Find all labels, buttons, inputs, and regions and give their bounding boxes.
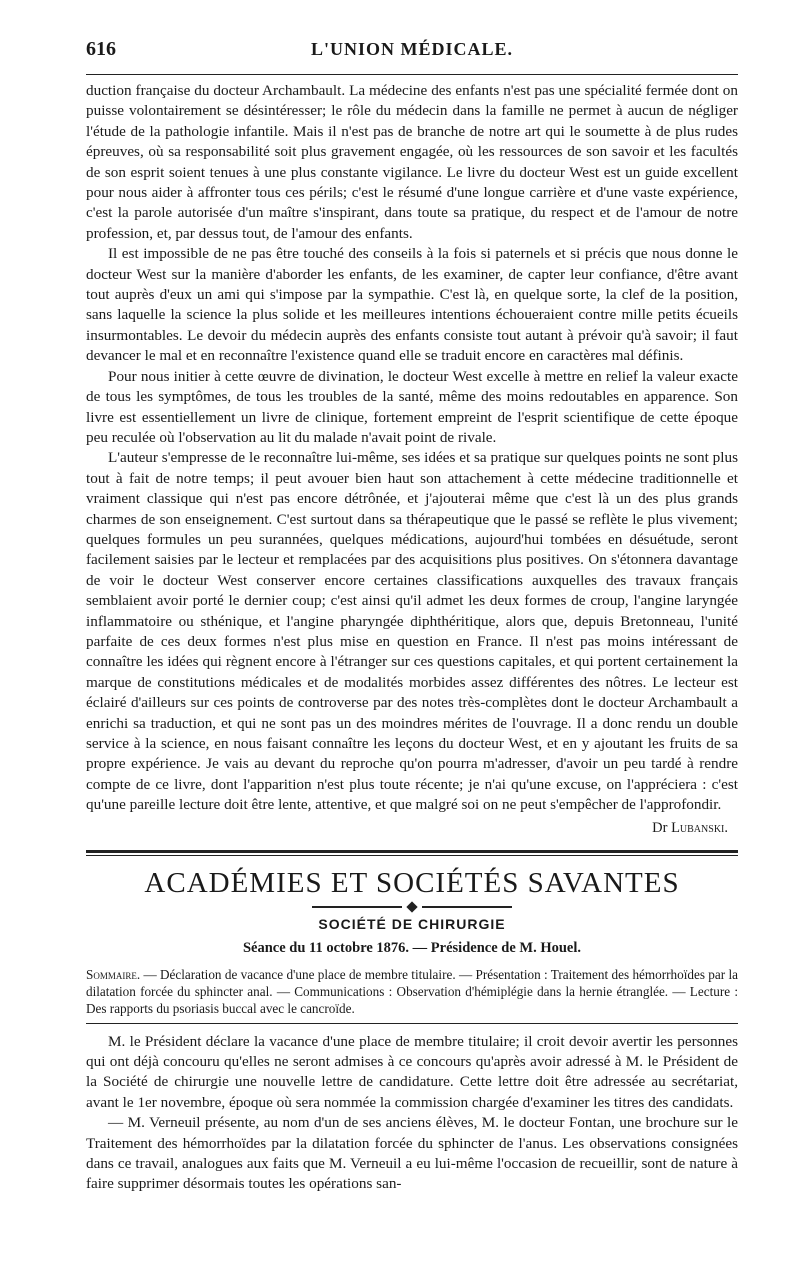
sommaire-label: Sommaire.	[86, 966, 141, 982]
minutes-paragraph: M. le Président déclare la vacance d'une place de membre titulaire; il croit devoir avertir les personnes qui ont déjà concouru qu'elles ne seront admises à ce concours qu'après avoir adressé à M. le Président de la Société de chirurgie une nouvelle lettre de candidature. Cette lettre doit être adressée au secrétariat, avant le 1er novembre, époque où sera nommée la commission chargée d'examiner les titres des candidats.	[86, 1032, 738, 1111]
page-number: 616	[86, 38, 116, 60]
session-minutes	[86, 1032, 738, 1195]
ornament-divider	[312, 902, 512, 912]
review-paragraph: L'auteur s'empresse de le reconnaître lui-même, ses idées et sa pratique sur quelques points ne sont plus tout à fait de notre temps; il peut avouer bien haut son attachement à cette médecine traditionnelle et vraiment classique qui n'est pas encore détrônée, et j'ajouterai même que c'est là un des plus grands charmes de son enseignement. C'est surtout dans sa thérapeutique que le passé se reflète le plus vivement; quelques formules un peu surannées, quelques médications, aujourd'hui tombées en désuétude, seront facilement saisies par le lecteur et remplacées par des acquisitions plus positives. On s'étonnera davantage de voir le docteur West conserver encore certaines classifications auxquelles des travaux français semblaient avoir porté le dernier coup; c'est ainsi qu'il admet les deux formes de croup, l'angine laryngée inflammatoire ou sthénique, et l'angine pharyngée diphthéritique, alors que, depuis Bretonneau, l'unité parfaite de ces deux formes n'est plus mise en question en France. Il n'est pas moins intéressant de connaître les idées qui règnent encore à l'étranger sur ces questions capitales, et qui portent certainement la marque de constitutions médicales et de modalités morbides assez différentes des nôtres. Le lecteur est éclairé d'ailleurs sur ces points de controverse par des notes très-complètes dont le docteur Archambault a enrichi sa traduction, et qui ne sont pas un des moindres mérites de l'ouvrage. Il a donc rendu un double service à la science, en nous faisant connaître les leçons du docteur West, et en y ajoutant les fruits de sa propre expérience. Je vais au devant du reproche qu'on pourra m'adresser, d'avoir un peu tardé à rendre compte de ce livre, dont l'apparition n'est plus toute récente; je n'ai qu'une excuse, on l'appréciera : c'est qu'une pareille lecture doit être lente, attentive, et que malgré soi on ne peut s'empêcher de l'approfondir.	[86, 449, 738, 814]
seance-line: Séance du 11 octobre 1876. — Présidence de M. Houel.	[242, 939, 582, 956]
book-review	[86, 81, 738, 816]
review-paragraph: Il est impossible de ne pas être touché des conseils à la fois si paternels et si précis que nous donne le docteur West sur la manière d'aborder les enfants, de les examiner, de capter leur confiance, d'être avant tout auprès d'eux un ami qui s'impose par la sympathie. C'est là, en quelque sorte, la clef de la position, sans laquelle la science la plus solide et les meilleures intentions échoueraient contre mille petits écueils insurmontables. Le devoir du médecin auprès des enfants consiste tout autant à prévoir qu'à savoir; il faut devancer le mal et en reconnaître l'existence quand elle se traduit encore en caractères mal définis.	[86, 245, 738, 365]
section-divider	[86, 850, 738, 856]
section-title: ACADÉMIES ET SOCIÉTÉS SAVANTES	[144, 866, 680, 899]
minutes-paragraph: — M. Verneuil présente, au nom d'un de ses anciens élèves, M. le docteur Fontan, une brochure sur le Traitement des hémorrhoïdes par la dilatation forcée du sphincter de l'anus. Les observations consignées dans ce travail, analogues aux faits que M. Verneuil a eu lui-même l'occasion de recueillir, sont de nature à faire supprimer désormais toutes les opérations san-	[86, 1114, 738, 1193]
sommaire	[86, 966, 738, 1024]
page-header	[86, 38, 738, 75]
signature-name: Lubanski.	[671, 819, 728, 836]
review-paragraph: duction française du docteur Archambault. La médecine des enfants n'est pas une spécialité fermée dont on puisse volontairement se désintéresser; le rôle du médecin dans la famille ne permet à aucun de négliger l'étude de la pathologie infantile. Mais il n'est pas de branche de notre art qui le soumette à de plus rudes épreuves, où sa responsabilité soit plus gravement engagée, où les ressources de son savoir et les facultés de son esprit soient tenues à une plus constante vigilance. Le livre du docteur West est un guide excellent pour nous aider à affronter tous ces périls; c'est le résumé d'une longue carrière et d'une vaste expérience, c'est la parole autorisée d'un maître s'inspirant, dans toute sa pratique, du respect et de l'amour de notre profession, et, par dessus tout, de l'amour des enfants.	[86, 82, 738, 242]
review-signature	[86, 818, 738, 838]
society-title: SOCIÉTÉ DE CHIRURGIE	[318, 915, 506, 932]
signature-prefix: Dr	[652, 819, 668, 836]
running-title: L'UNION MÉDICALE.	[310, 39, 514, 59]
review-paragraph: Pour nous initier à cette œuvre de divination, le docteur West excelle à mettre en relief la valeur exacte de tous les symptômes, de tous les troubles de la santé, même des moins redoutables en apparence. Son livre est essentiellement un livre de clinique, fortement empreint de l'esprit scientifique de cette époque peu reculée où l'observation au lit du malade n'avait point de rivale.	[86, 367, 738, 446]
sommaire-text: — Déclaration de vacance d'une place de membre titulaire. — Présentation : Traitement des hémorrhoïdes par la dilatation forcée du sphincter anal. — Communications : Observation d'hémiplégie dans la hernie étranglée. — Lecture : Des rapports du psoriasis buccal avec le cancroïde.	[86, 966, 738, 1016]
